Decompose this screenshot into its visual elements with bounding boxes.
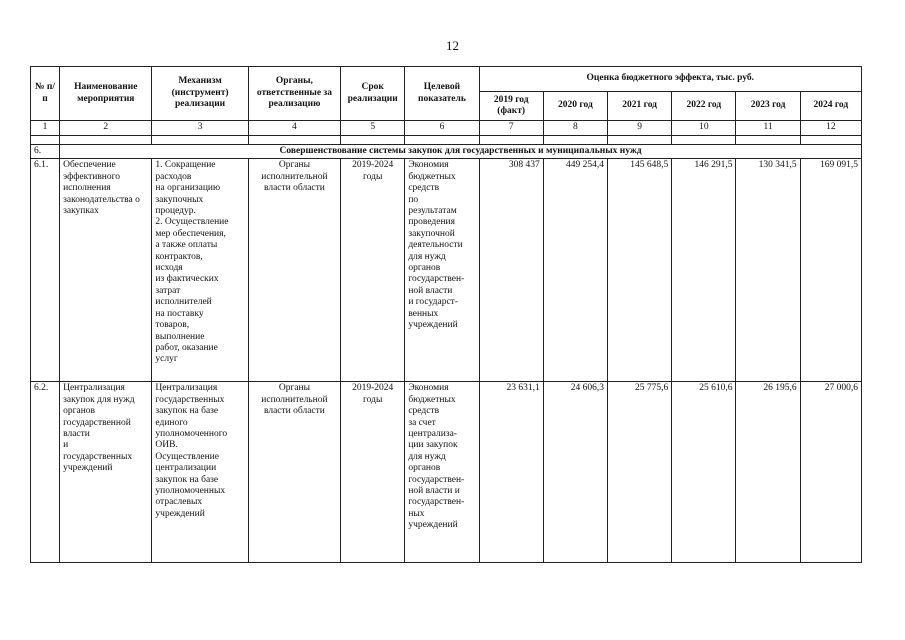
measures-table <box>30 66 862 563</box>
header-bodies: Органы, ответственные за реализацию <box>248 67 340 121</box>
row-value: 25 775,6 <box>608 382 672 563</box>
column-number: 1 <box>31 121 60 136</box>
header-year: 2020 год <box>543 92 607 121</box>
column-number: 9 <box>608 121 672 136</box>
row-bodies: Органы исполнительной власти области <box>248 159 340 382</box>
header-year: 2021 год <box>608 92 672 121</box>
header-mechanism: Механизм (инструмент) реализации <box>152 67 248 121</box>
row-value: 145 648,5 <box>608 159 672 382</box>
column-number: 2 <box>60 121 152 136</box>
row-bodies: Органы исполнительной власти области <box>248 382 340 563</box>
blank-row <box>31 136 862 145</box>
column-number: 10 <box>672 121 736 136</box>
column-numbers-row <box>31 121 862 136</box>
row-value: 25 610,6 <box>672 382 736 563</box>
row-target: Экономия бюджетных средств по результатам проведения закупочной деятельности для нужд органов государствен- ной власти и государст- венных учреждений <box>405 159 479 382</box>
row-value: 308 437 <box>479 159 543 382</box>
column-number: 3 <box>152 121 248 136</box>
section-row <box>31 145 862 159</box>
row-value: 130 341,5 <box>736 159 800 382</box>
row-value: 24 606,3 <box>543 382 607 563</box>
column-number: 5 <box>341 121 405 136</box>
row-target: Экономия бюджетных средств за счет централиза- ции закупок для нужд органов государствен- ной власти и государствен- ных учреждений <box>405 382 479 563</box>
row-mechanism: 1. Сокращение расходов на организацию закупочных процедур. 2. Осуществление мер обеспечения, а также оплаты контрактов, исходя из фактических затрат исполнителей на поставку товаров, выполнение работ, оказание услуг <box>152 159 248 382</box>
column-number: 6 <box>405 121 479 136</box>
table-row <box>31 382 862 563</box>
row-value: 449 254,4 <box>543 159 607 382</box>
header-term: Срок реализации <box>341 67 405 121</box>
header-year: 2022 год <box>672 92 736 121</box>
row-value: 169 091,5 <box>800 159 861 382</box>
row-value: 23 631,1 <box>479 382 543 563</box>
row-number: 6.1. <box>31 159 60 382</box>
header-year: 2019 год (факт) <box>479 92 543 121</box>
row-term: 2019-2024 годы <box>341 382 405 563</box>
row-mechanism: Централизация государственных закупок на базе единого уполномоченного ОИВ. Осуществление централизации закупок на базе уполномоченных отраслевых учреждений <box>152 382 248 563</box>
header-year: 2023 год <box>736 92 800 121</box>
row-name: Обеспечение эффективного исполнения законодательства о закупках <box>60 159 152 382</box>
header-target: Целевой показатель <box>405 67 479 121</box>
row-value: 27 000,6 <box>800 382 861 563</box>
row-value: 146 291,5 <box>672 159 736 382</box>
header-budget-effect: Оценка бюджетного эффекта, тыс. руб. <box>479 67 861 92</box>
column-number: 11 <box>736 121 800 136</box>
row-value: 26 195,6 <box>736 382 800 563</box>
page-number: 12 <box>446 38 459 53</box>
header-name: Наименование мероприятия <box>60 67 152 121</box>
header-year: 2024 год <box>800 92 861 121</box>
column-number: 12 <box>800 121 861 136</box>
row-name: Централизация закупок для нужд органов государственной власти и государственных учреждений <box>60 382 152 563</box>
column-number: 7 <box>479 121 543 136</box>
row-number: 6.2. <box>31 382 60 563</box>
table-row <box>31 159 862 382</box>
column-number: 8 <box>543 121 607 136</box>
row-term: 2019-2024 годы <box>341 159 405 382</box>
section-number: 6. <box>31 145 60 159</box>
header-row <box>31 67 862 92</box>
header-number: № п/п <box>31 67 60 121</box>
section-title: Совершенствование системы закупок для государственных и муниципальных нужд <box>60 145 862 159</box>
column-number: 4 <box>248 121 340 136</box>
